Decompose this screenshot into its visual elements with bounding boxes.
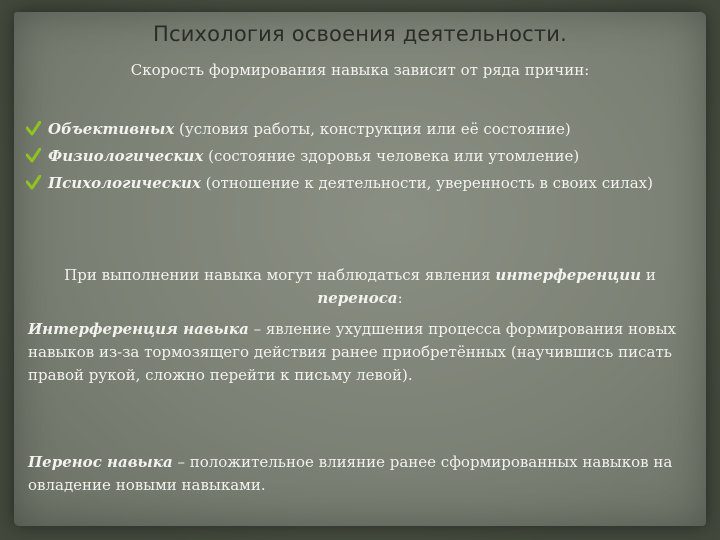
factor-term: Психологических [48,174,201,192]
interference-text: – явление ухудшения процесса формирования новых навыков из-за тормозящего действия ранее приобретённых (научившись писать правой рукой, сложно перейти к письму левой). [28,320,677,384]
intro-term-transfer: переноса [317,289,398,307]
factor-text: (условия работы, конструкция или её состояние) [174,120,571,138]
intro-paragraph [28,264,692,310]
interference-term: Интерференция навыка [28,320,249,338]
slide-title: Психология освоения деятельности. [152,22,568,46]
slide-subtitle: Скорость формирования навыка зависит от ряда причин: [130,61,590,79]
intro-text: и [641,266,656,284]
transfer-term: Перенос навыка [28,453,173,471]
transfer-text: – положительное влияние ранее сформированных навыков на овладение новыми навыками. [28,453,673,494]
list-item [26,118,690,141]
factor-list [26,118,690,199]
transfer-paragraph [28,451,688,497]
factor-term: Объективных [48,120,175,138]
list-item [26,145,690,168]
factor-text: (отношение к деятельности, уверенность в своих силах) [200,174,653,192]
intro-text: При выполнении навыка могут наблюдаться явления [64,266,496,284]
checkmark-icon [26,121,41,136]
intro-term-interference: интерференции [495,266,642,284]
interference-paragraph [28,318,688,387]
list-item [26,172,690,195]
checkmark-icon [26,175,41,190]
intro-text: : [397,289,403,307]
factor-text: (состояние здоровья человека или утомление) [203,147,580,165]
factor-term: Физиологических [48,147,204,165]
checkmark-icon [26,148,41,163]
